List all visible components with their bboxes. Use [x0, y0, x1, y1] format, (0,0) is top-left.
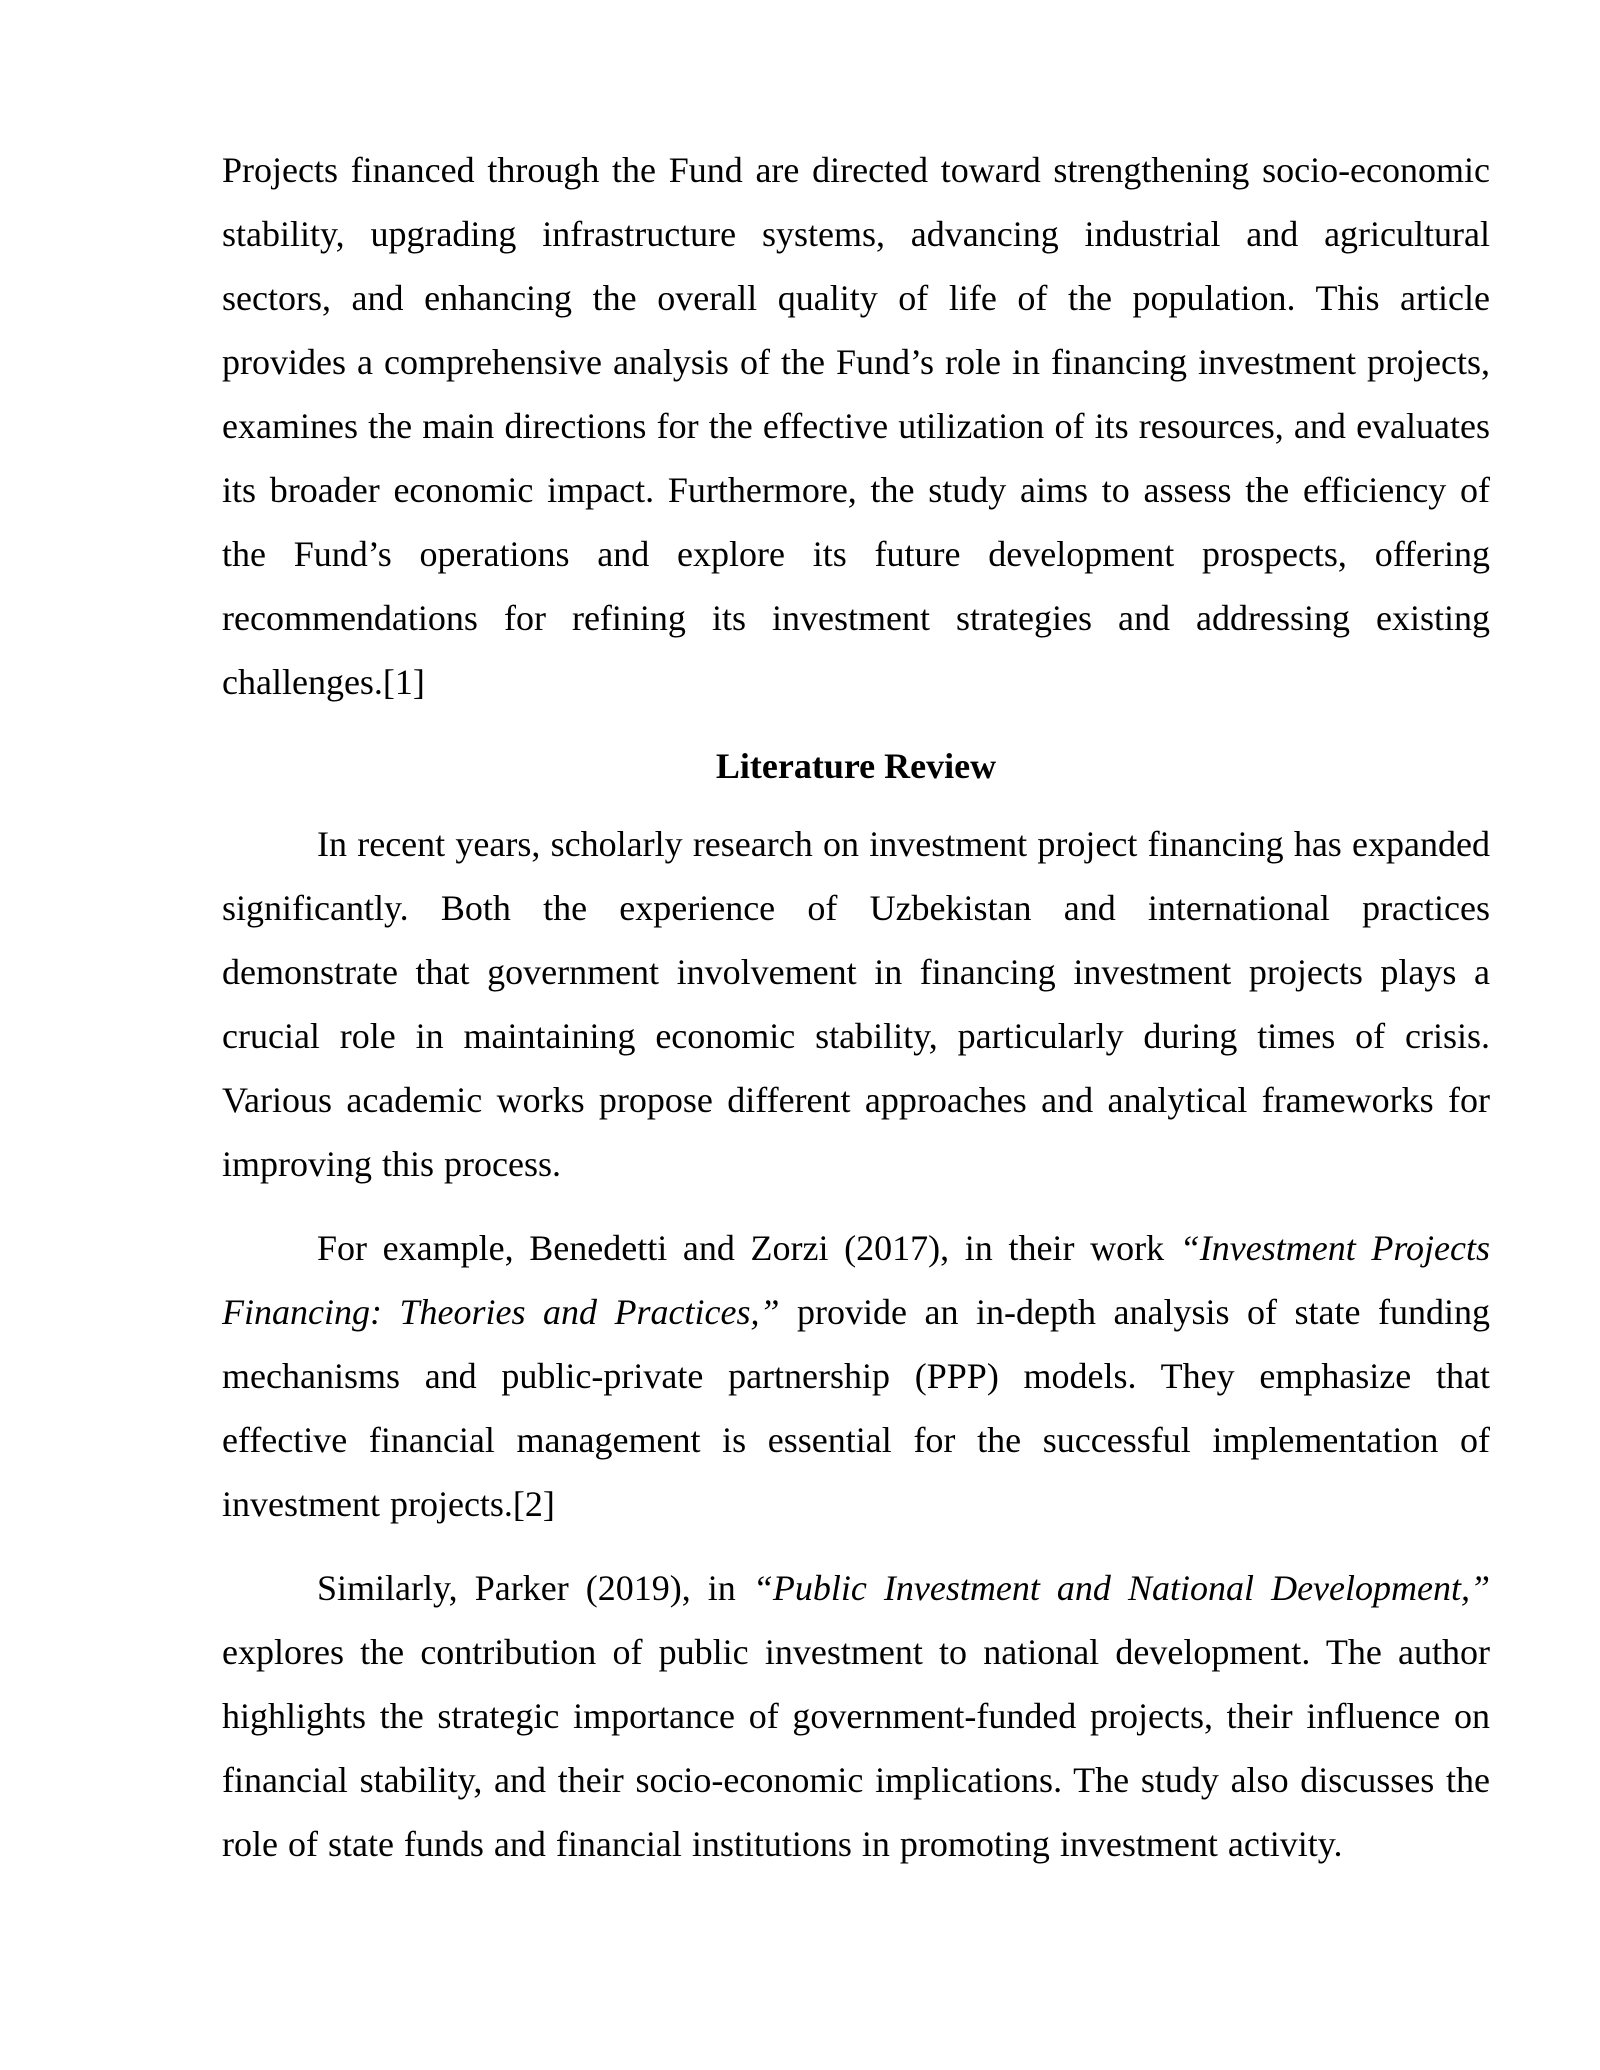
work-title-parker: “Public Investment and National Development,” — [752, 1568, 1490, 1608]
document-content — [222, 138, 1490, 1896]
paragraph-benedetti-zorzi-citation — [222, 1216, 1490, 1536]
citation-lead-text: Similarly, Parker (2019), in — [317, 1568, 753, 1608]
paragraph-parker-citation — [222, 1556, 1490, 1876]
section-heading-literature-review: Literature Review — [715, 746, 997, 786]
paragraph-literature-overview: In recent years, scholarly research on investment project financing has expanded significantly. Both the experience of Uzbekistan and international practices demonstrate that government involvement in financing investment projects plays a crucial role in maintaining economic stability, particularly during times of crisis. Various academic works propose different approaches and analytical frameworks for improving this process. — [222, 824, 1490, 1184]
work-title-benedetti-zorzi: “Investment Projects Financing: Theories and Practices,” — [222, 1228, 1491, 1332]
citation-body-text: explores the contribution of public investment to national development. The author highlights the strategic importance of government-funded projects, their influence on financial stability, and their socio-economic implications. The study also discusses the role of state funds and financial institutions in promoting investment activity. — [222, 1632, 1490, 1864]
citation-body-text: provide an in-depth analysis of state funding mechanisms and public-private partnership (PPP) models. They emphasize that effective financial management is essential for the successful implementation of investment projects.[2] — [222, 1292, 1490, 1524]
citation-lead-text: For example, Benedetti and Zorzi (2017), in their work — [317, 1228, 1180, 1268]
paragraph-fund-overview: Projects financed through the Fund are directed toward strengthening socio-economic stability, upgrading infrastructure systems, advancing industrial and agricultural sectors, and enhancing the overall quality of life of the population. This article provides a comprehensive analysis of the Fund’s role in financing investment projects, examines the main directions for the effective utilization of its resources, and evaluates its broader economic impact. Furthermore, the study aims to assess the efficiency of the Fund’s operations and explore its future development prospects, offering recommendations for refining its investment strategies and addressing existing challenges.[1] — [222, 150, 1490, 702]
